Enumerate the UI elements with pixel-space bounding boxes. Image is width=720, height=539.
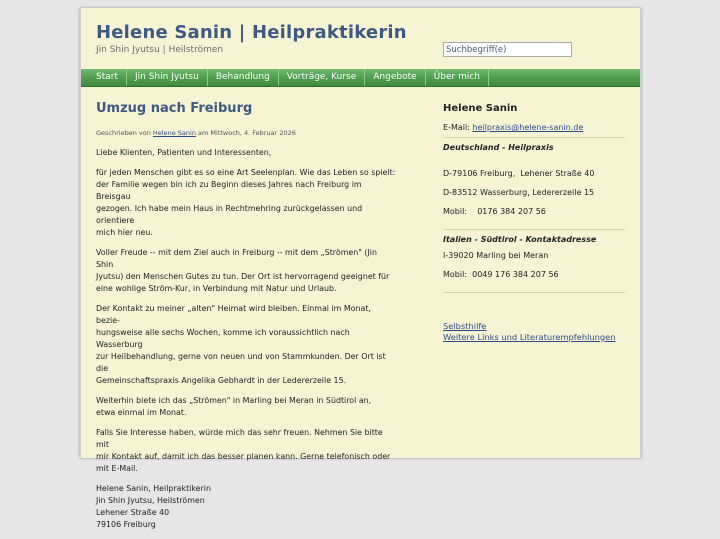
nav-item-behandlung[interactable]: Behandlung	[208, 69, 279, 86]
divider	[443, 137, 625, 138]
page-container	[80, 8, 641, 529]
address-marling: I-39020 Marling bei Meran	[443, 251, 549, 260]
email-label: E-Mail:	[443, 123, 473, 132]
email-line	[443, 123, 625, 132]
post-paragraph-wasserburg: Der Kontakt zu meiner „alten" Heimat wird bleiben. Einmal im Monat, bezie- hungsweise alle sechs Wochen, komme ich voraussichtlich nach Wasserburg zur Heilbehandlung, gerne von neuen und von Stammkunden. Der Ort ist die Gemeinschaftspraxis Angelika Gebhardt in der Ledererzeile 15.	[96, 304, 386, 385]
search-input[interactable]	[443, 42, 572, 57]
post-meta	[96, 129, 396, 137]
germany-heading: Deutschland - Heilpraxis	[443, 143, 554, 152]
post-signature: Helene Sanin, Heilpraktikerin Jin Shin Jyutsu, Heilströmen Lehener Straße 40 79106 Freiburg	[96, 484, 211, 529]
divider	[443, 229, 625, 230]
nav-item-jin-shin-jyutsu[interactable]: Jin Shin Jyutsu	[127, 69, 208, 86]
mobile-it-line	[443, 270, 625, 279]
italy-heading: Italien - Südtirol - Kontaktadresse	[443, 235, 597, 244]
post-paragraph-kontakt: Falls Sie Interesse haben, würde mich das sehr freuen. Nehmen Sie bitte mit mir Kontakt auf, damit ich das besser planen kann. Gerne telefonisch oder mit E-Mail.	[96, 428, 391, 473]
nav-item-vortraege-kurse[interactable]: Vorträge, Kurse	[279, 69, 365, 86]
sidebar-title: Helene Sanin	[443, 103, 518, 114]
mobile-de-line	[443, 207, 625, 216]
site-description: Jin Shin Jyutsu | Heilströmen	[96, 45, 224, 55]
post-paragraph-stroemen: Voller Freude -- mit dem Ziel auch in Freiburg -- mit dem „Strömen" (Jin Shin Jyutsu) den Menschen Gutes zu tun. Der Ort ist hervorragend geeignet für eine wohlige Ström-Kur, in Verbindung mit Natur und Urlaub.	[96, 248, 390, 293]
nav-item-angebote[interactable]: Angebote	[365, 69, 425, 86]
main-nav	[81, 69, 640, 87]
nav-item-start[interactable]: Start	[81, 69, 127, 86]
author-link[interactable]: Helene Sanin	[152, 129, 196, 137]
meta-date: am Mittwoch, 4. Februar 2026	[195, 129, 296, 137]
email-link[interactable]: heilpraxis@helene-sanin.de	[472, 123, 584, 132]
post-title[interactable]: Umzug nach Freiburg	[96, 101, 253, 116]
nav-item-ueber-mich[interactable]: Über mich	[426, 69, 489, 86]
divider	[443, 292, 625, 293]
link-selbsthilfe[interactable]: Selbsthilfe	[443, 321, 487, 331]
sidebar	[443, 103, 625, 342]
post-content	[96, 147, 396, 531]
link-weitere-links[interactable]: Weitere Links und Literaturempfehlungen	[443, 332, 616, 342]
address-freiburg: D-79106 Freiburg, Lehener Straße 40	[443, 169, 595, 178]
meta-prefix: Geschrieben von	[96, 129, 153, 137]
address-wasserburg: D-83512 Wasserburg, Ledererzeile 15	[443, 188, 595, 197]
mobile-de-label: Mobil:	[443, 207, 468, 216]
mobile-it-number: 0049 176 384 207 56	[472, 270, 559, 279]
mobile-de-number: 0176 384 207 56	[477, 207, 546, 216]
post-paragraph-marling: Weiterhin biete ich das „Strömen" in Marling bei Meran in Südtirol an, etwa einmal im Monat.	[96, 396, 372, 417]
site-title[interactable]: Helene Sanin | Heilpraktikerin	[96, 22, 407, 43]
mobile-it-label: Mobil:	[443, 270, 468, 279]
post-paragraph-greeting: Liebe Klienten, Patienten und Interessenten,	[96, 148, 272, 157]
main-content	[96, 101, 396, 539]
post-paragraph-seelenplan: für jeden Menschen gibt es so eine Art Seelenplan. Wie das Leben so spielt: der Familie wegen bin ich zu Beginn dieses Jahres nach Freiburg im Breisgau gezogen. Ich habe mein Haus in Rechtmehring zurückgelassen und orientiere mich hier neu.	[96, 168, 396, 237]
